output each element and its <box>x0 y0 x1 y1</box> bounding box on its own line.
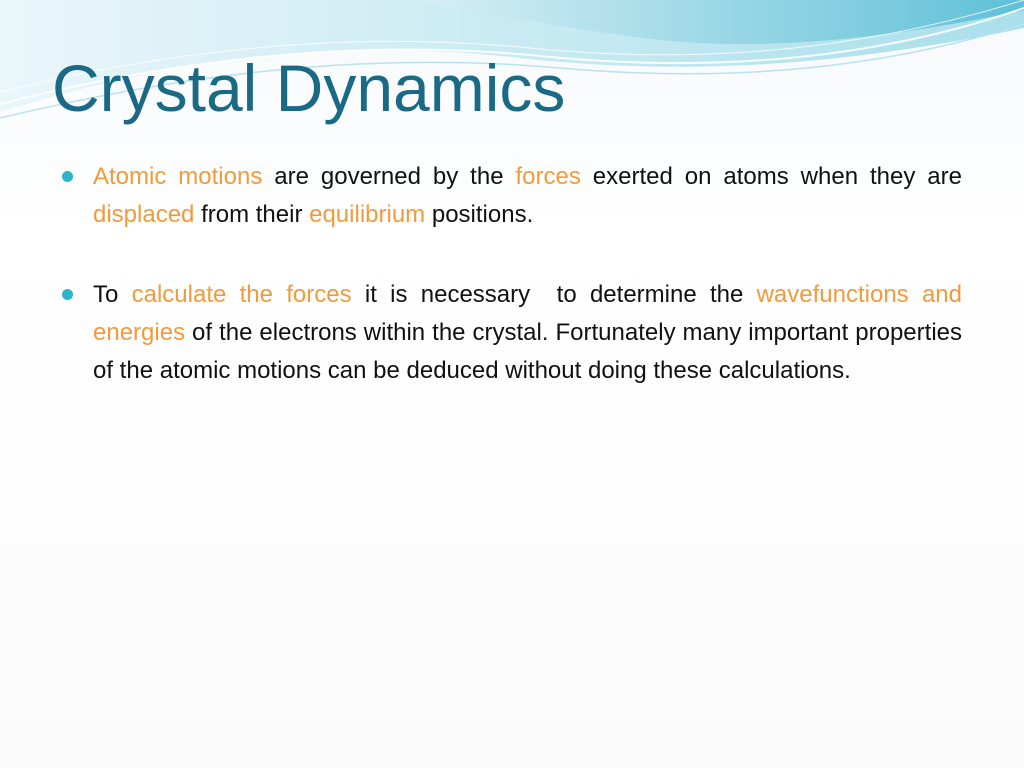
body-text: positions. <box>425 201 534 228</box>
body-text: from their <box>194 201 310 228</box>
highlight-text: displaced <box>93 201 195 228</box>
body-text: To <box>93 281 132 308</box>
highlight-text: wavefunctions and energies <box>93 281 962 346</box>
bullet-item <box>62 276 962 390</box>
highlight-text: equilibrium <box>309 201 426 228</box>
bullet-dot-icon <box>62 171 73 182</box>
slide-title: Crystal Dynamics <box>52 51 566 125</box>
bullet-item <box>62 158 962 234</box>
body-text: it is necessary to determine the <box>351 281 757 308</box>
body-text: exerted on atoms when they are <box>580 163 962 190</box>
highlight-text: forces <box>515 163 581 190</box>
bullet-list <box>62 158 962 432</box>
body-text: are governed by the <box>262 163 516 190</box>
body-text: of the electrons within the crystal. Fortunately many important properties of the atomic motions can be deduced without doing these calculations. <box>93 319 962 384</box>
highlight-text: calculate the forces <box>131 281 352 308</box>
highlight-text: Atomic motions <box>93 163 263 190</box>
bullet-dot-icon <box>62 289 73 300</box>
